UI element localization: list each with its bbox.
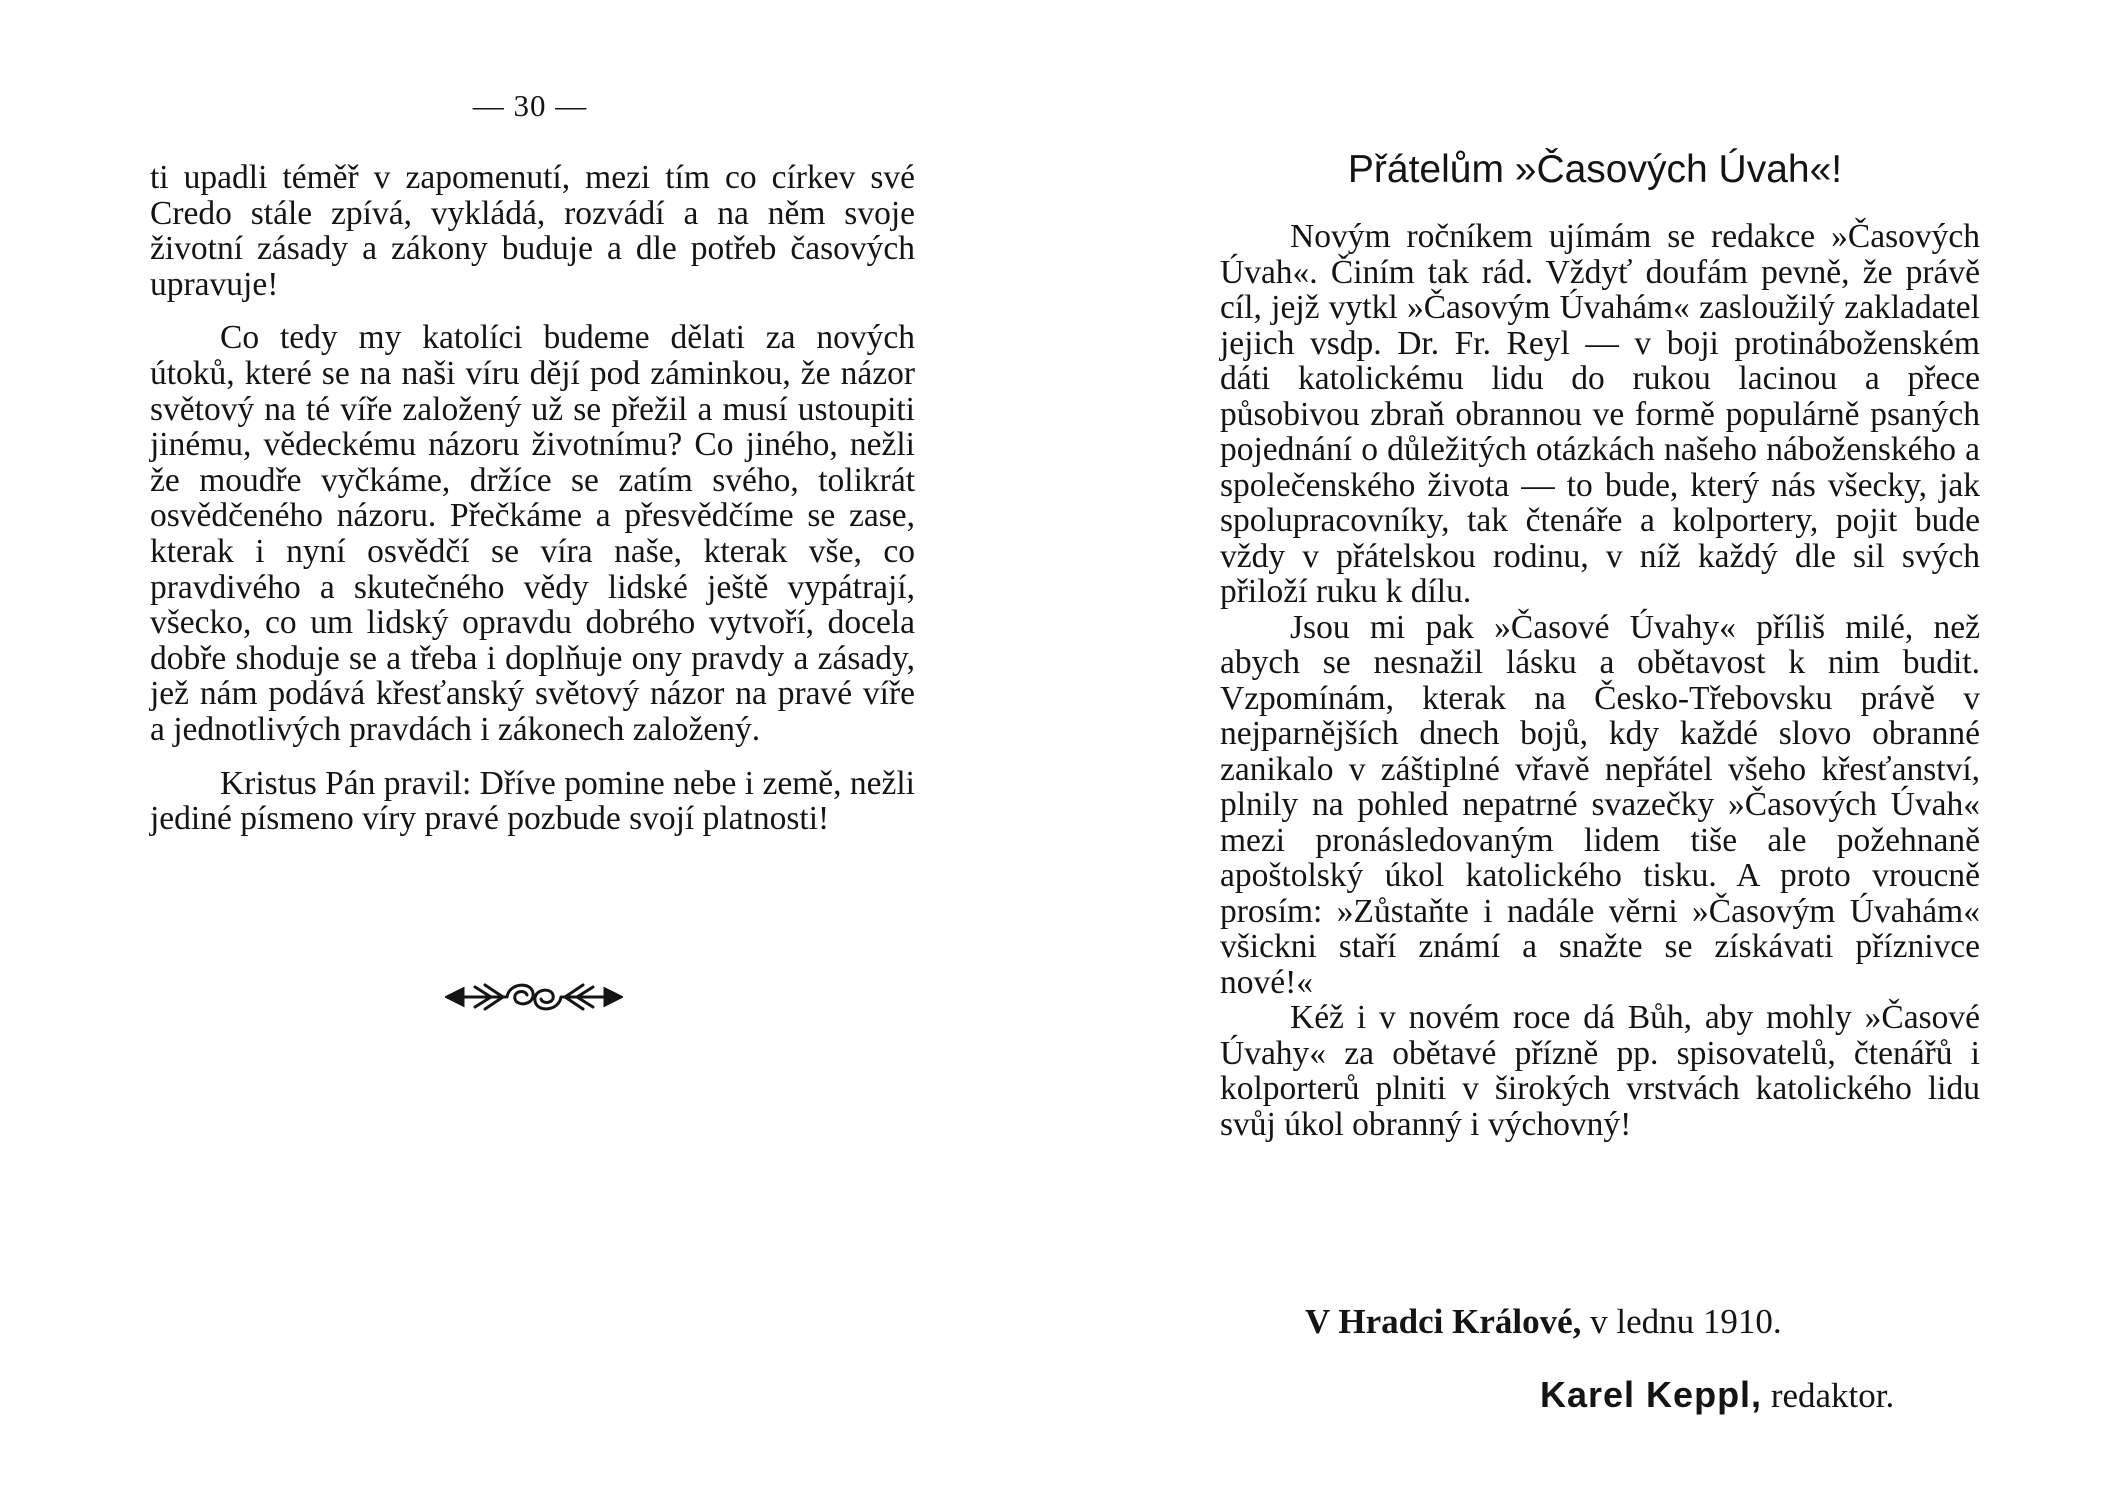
article-heading: Přátelům »Časových Úvah«! xyxy=(1347,148,1843,191)
paragraph: Novým ročníkem ujímám se redakce »Časových Úvah«. Činím tak rád. Vždyť doufám pevně, že právě cíl, jejž vytkl »Časovým Úvahám« zasloužilý zakladatel jejich vsdp. Dr. Fr. Reyl — v boji protináboženském dáti katolickému lidu do rukou lacinou a přece působivou zbraň obrannou ve formě populárně psaných pojednání o důležitých otázkách našeho náboženského a společenského života — to bude, který nás všecky, jak spolupracovníky, tak čtenáře a kolportery, pojit bude vždy v přátelskou rodinu, v níž každý dle sil svých přiloží ruku k dílu. xyxy=(1220,218,1980,610)
left-page-text xyxy=(150,160,915,837)
paragraph: Co tedy my katolíci budeme dělati za nových útoků, které se na naši víru dějí pod záminkou, že názor světový na té víře založený už se přežil a musí ustoupiti jinému, vědeckému názoru životnímu? Co jiného, nežli že moudře vyčkáme, držíce se zatím svého, tolikrát osvědčeného názoru. Přečkáme a přesvědčíme se zase, kterak i nyní osvědčí se víra naše, kterak vše, co pravdivého a skutečného vědy lidské ještě vypátrají, všecko, co um lidský opravdu dobrého vytvoří, docela dobře shoduje se a třeba i doplňuje ony pravdy a zásady, jež nám podává křesťanský světový názor na pravé víře a jednotlivých pravdách i zákonech založený. xyxy=(150,319,915,748)
date: v lednu 1910. xyxy=(1590,1302,1782,1341)
paragraph: Jsou mi pak »Časové Úvahy« příliš milé, než abych se nesnažil lásku a obětavost k nim budit. Vzpomínám, kterak na Česko-Třebovsku právě v nejparnějších dnech bojů, kdy každé slovo obranné zanikalo v záštiplné vřavě nepřátel všeho křesťanství, plnily na pohled nepatrné svazečky »Časových Úvah« mezi pronásledovaným lidem tiše ale požehnaně apoštolský úkol katolického tisku. A proto vroucně prosím: »Zůstaňte i nadále věrni »Časovým Úvahám« všickni staří známí a snažte se získávati příznivce nové!« xyxy=(1220,608,1980,1001)
fleuron-ornament xyxy=(445,975,623,1019)
paragraph: Kéž i v novém roce dá Bůh, aby mohly »Časové Úvahy« za obětavé přízně pp. spisovatelů, čtenářů i kolporterů plniti v širokých vrstvách katolického lidu svůj úkol obranný i výchovný! xyxy=(1220,999,1980,1143)
signature xyxy=(1540,1374,1894,1416)
page-number: — 30 — xyxy=(472,88,588,123)
right-page-text xyxy=(1220,219,1980,1142)
place-date-line xyxy=(1305,1302,1782,1342)
paragraph: Kristus Pán pravil: Dříve pomine nebe i země, nežli jediné písmeno víry pravé pozbude svojí platnosti! xyxy=(150,764,915,838)
signature-role: redaktor. xyxy=(1770,1376,1895,1415)
paragraph: ti upadli téměř v zapomenutí, mezi tím co církev své Credo stále zpívá, vykládá, rozvádí a na něm svoje životní zásady a zákony buduje a dle potřeb časových upravuje! xyxy=(150,159,915,303)
signature-name: Karel Keppl, xyxy=(1540,1374,1763,1415)
place: V Hradci Králové, xyxy=(1305,1302,1582,1341)
